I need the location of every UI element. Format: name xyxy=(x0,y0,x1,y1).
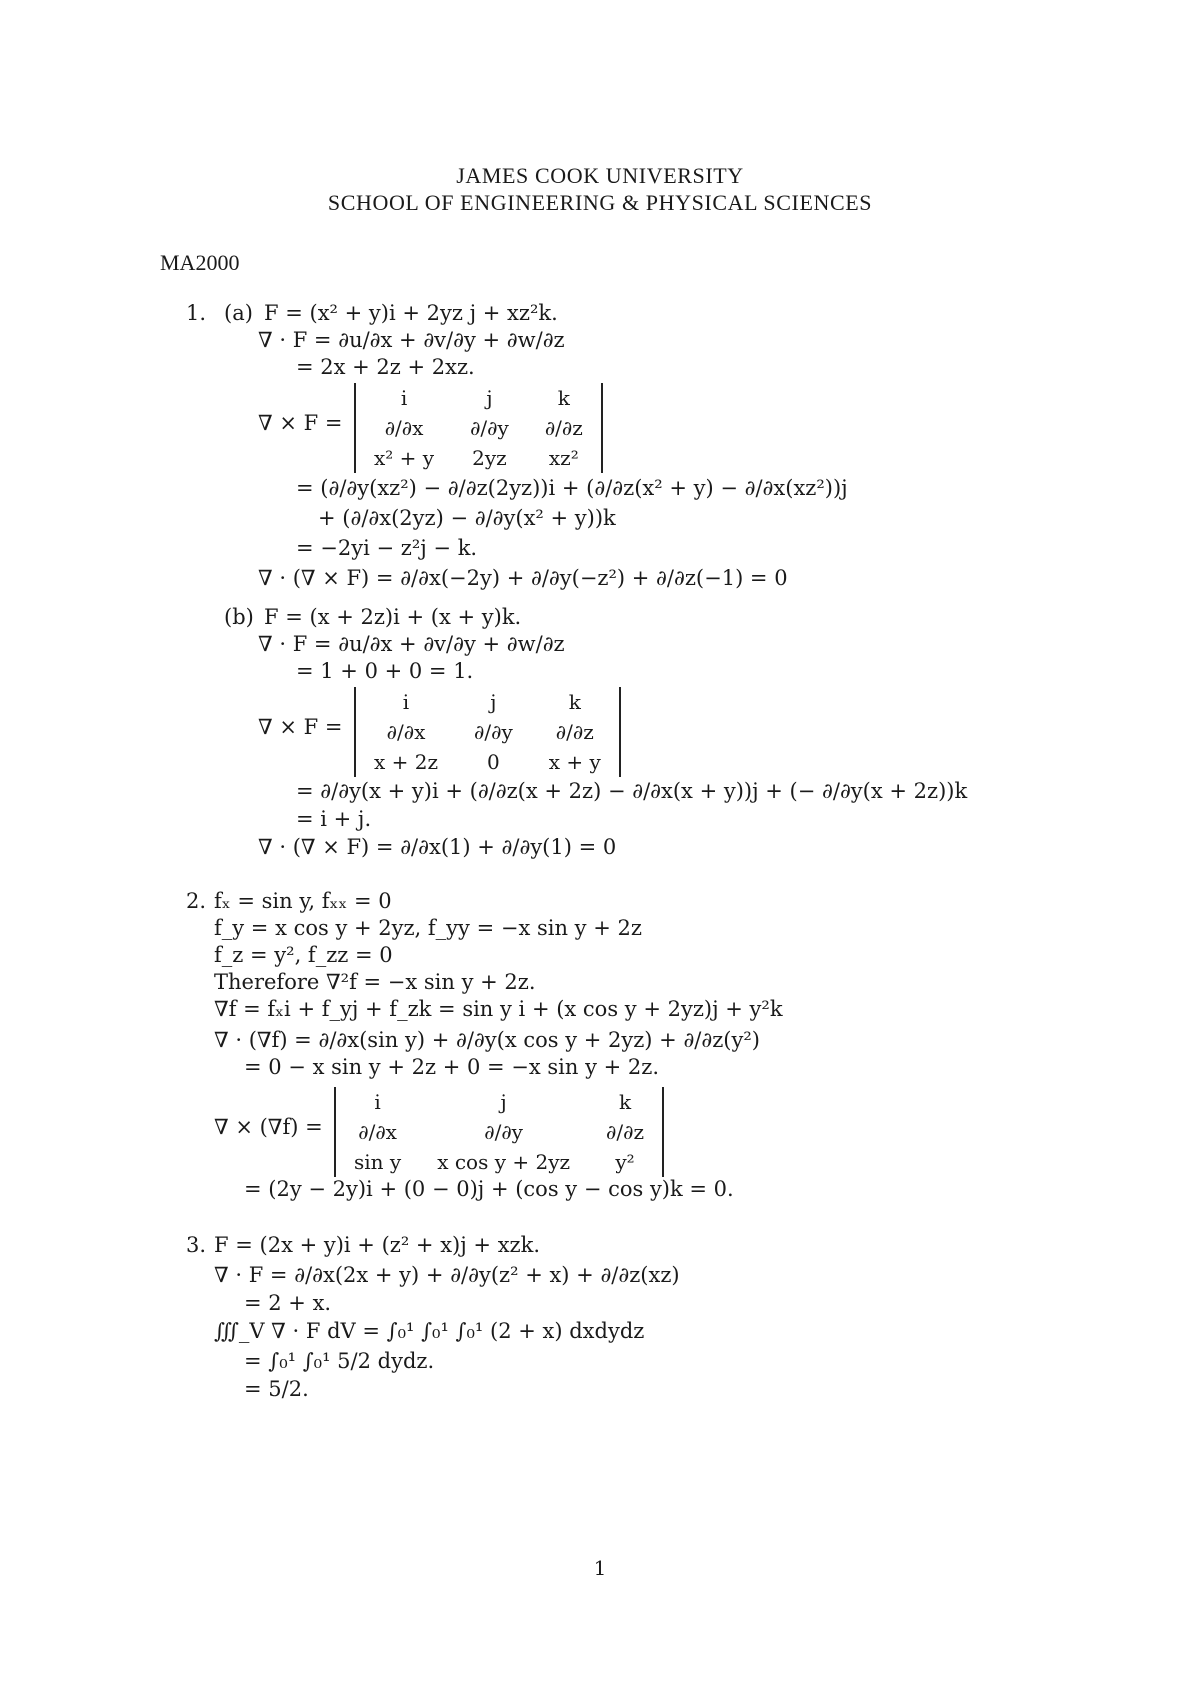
matrix-cell: ∂/∂x xyxy=(358,1120,397,1144)
matrix-cell: ∂/∂y xyxy=(474,720,513,744)
matrix-cell: x cos y + 2yz xyxy=(437,1150,571,1174)
matrix-cell: x² + y xyxy=(374,446,435,470)
matrix-cell: ∂/∂z xyxy=(544,416,583,440)
matrix-cell: ∂/∂x xyxy=(384,416,424,440)
q1b-curl-lhs: ∇ × F = xyxy=(258,715,343,739)
q3-number: 3. xyxy=(186,1233,207,1257)
q1b-div-curl: ∇ · (∇ × F) = ∂/∂x(1) + ∂/∂y(1) = 0 xyxy=(258,835,617,859)
q2-curl-lhs: ∇ × (∇f) = xyxy=(214,1115,323,1139)
matrix-cell: j xyxy=(486,386,493,410)
q2-line-2: f_y = x cos y + 2yz, f_yy = −x sin y + 2z xyxy=(214,916,642,940)
q1a-field: F = (x² + y)i + 2yz j + xz²k. xyxy=(264,301,558,325)
q1b-divergence: ∇ · F = ∂u/∂x + ∂v/∂y + ∂w/∂z xyxy=(258,632,565,656)
matrix-cell: i xyxy=(374,1090,381,1114)
matrix-cell: j xyxy=(490,690,497,714)
matrix-cell: j xyxy=(500,1090,507,1114)
matrix-cell: sin y xyxy=(354,1150,402,1174)
q2-div-grad: ∇ · (∇f) = ∂/∂x(sin y) + ∂/∂y(x cos y + 2yz) + ∂/∂z(y²) xyxy=(214,1028,760,1052)
matrix-cell: x + 2z xyxy=(374,750,439,774)
university-name: JAMES COOK UNIVERSITY xyxy=(456,163,744,188)
q1a-div-curl: ∇ · (∇ × F) = ∂/∂x(−2y) + ∂/∂y(−z²) + ∂/∂z(−1) = 0 xyxy=(258,566,788,590)
q1b-curl-result: = i + j. xyxy=(296,807,372,831)
q3-divergence: ∇ · F = ∂/∂x(2x + y) + ∂/∂y(z² + x) + ∂/∂z(xz) xyxy=(214,1263,680,1287)
q3-integral-step: = ∫₀¹ ∫₀¹ 5/2 dydz. xyxy=(244,1349,435,1373)
q1a-label: (a) xyxy=(224,301,253,325)
q3-volume-integral: ∭_V ∇ · F dV = ∫₀¹ ∫₀¹ ∫₀¹ (2 + x) dxdydz xyxy=(214,1319,645,1343)
matrix-cell: ∂/∂z xyxy=(555,720,594,744)
matrix-cell: x + y xyxy=(548,750,601,774)
q1b-field: F = (x + 2z)i + (x + y)k. xyxy=(264,605,522,629)
q2-line-3: f_z = y², f_zz = 0 xyxy=(214,943,393,967)
q1b-curl-expansion: = ∂/∂y(x + y)i + (∂/∂z(x + 2z) − ∂/∂x(x + y))j + (− ∂/∂y(x + 2z))k xyxy=(296,779,968,803)
matrix-cell: ∂/∂y xyxy=(470,416,509,440)
matrix-cell: i xyxy=(402,690,410,714)
matrix-cell: ∂/∂z xyxy=(606,1120,645,1144)
matrix-cell: i xyxy=(400,386,408,410)
school-name: SCHOOL OF ENGINEERING & PHYSICAL SCIENCES xyxy=(327,190,873,215)
q1a-divergence-result: = 2x + 2z + 2xz. xyxy=(296,355,475,379)
q1a-curl-determinant xyxy=(354,383,603,473)
course-code: MA2000 xyxy=(160,250,240,275)
q3-field: F = (2x + y)i + (z² + x)j + xzk. xyxy=(214,1233,541,1257)
q3-integral-result: = 5/2. xyxy=(244,1377,309,1401)
matrix-cell: ∂/∂x xyxy=(386,720,426,744)
q1a-curl-expansion-cont: + (∂/∂x(2yz) − ∂/∂y(x² + y))k xyxy=(318,506,616,530)
matrix-cell: k xyxy=(557,386,570,410)
q1-number: 1. xyxy=(186,301,207,325)
matrix-cell: xz² xyxy=(548,446,579,470)
matrix-cell: 2yz xyxy=(472,446,507,470)
q1b-curl-determinant xyxy=(354,687,621,777)
matrix-cell: 0 xyxy=(487,750,500,774)
q2-curl-result: = (2y − 2y)i + (0 − 0)j + (cos y − cos y)k = 0. xyxy=(244,1177,734,1201)
q2-line-4: Therefore ∇²f = −x sin y + 2z. xyxy=(214,970,536,994)
q1a-curl-lhs: ∇ × F = xyxy=(258,411,343,435)
matrix-cell: ∂/∂y xyxy=(484,1120,523,1144)
q3-divergence-result: = 2 + x. xyxy=(244,1291,332,1315)
matrix-cell: y² xyxy=(615,1150,635,1174)
q2-div-grad-result: = 0 − x sin y + 2z + 0 = −x sin y + 2z. xyxy=(244,1055,659,1079)
q2-curl-determinant xyxy=(334,1087,664,1177)
matrix-cell: k xyxy=(618,1090,632,1114)
q1b-divergence-result: = 1 + 0 + 0 = 1. xyxy=(296,659,474,683)
q1b-label: (b) xyxy=(224,605,254,629)
q2-gradient: ∇f = fₓi + f_yj + f_zk = sin y i + (x cos y + 2yz)j + y²k xyxy=(214,997,783,1021)
page-number: 1 xyxy=(593,1556,607,1580)
q1a-divergence: ∇ · F = ∂u/∂x + ∂v/∂y + ∂w/∂z xyxy=(258,328,565,352)
q1a-curl-result: = −2yi − z²j − k. xyxy=(296,536,478,560)
matrix-cell: k xyxy=(568,690,581,714)
q2-line-1: fₓ = sin y, fₓₓ = 0 xyxy=(214,889,392,913)
q2-number: 2. xyxy=(186,889,207,913)
q1a-curl-expansion: = (∂/∂y(xz²) − ∂/∂z(2yz))i + (∂/∂z(x² + y) − ∂/∂x(xz²))j xyxy=(296,476,848,500)
